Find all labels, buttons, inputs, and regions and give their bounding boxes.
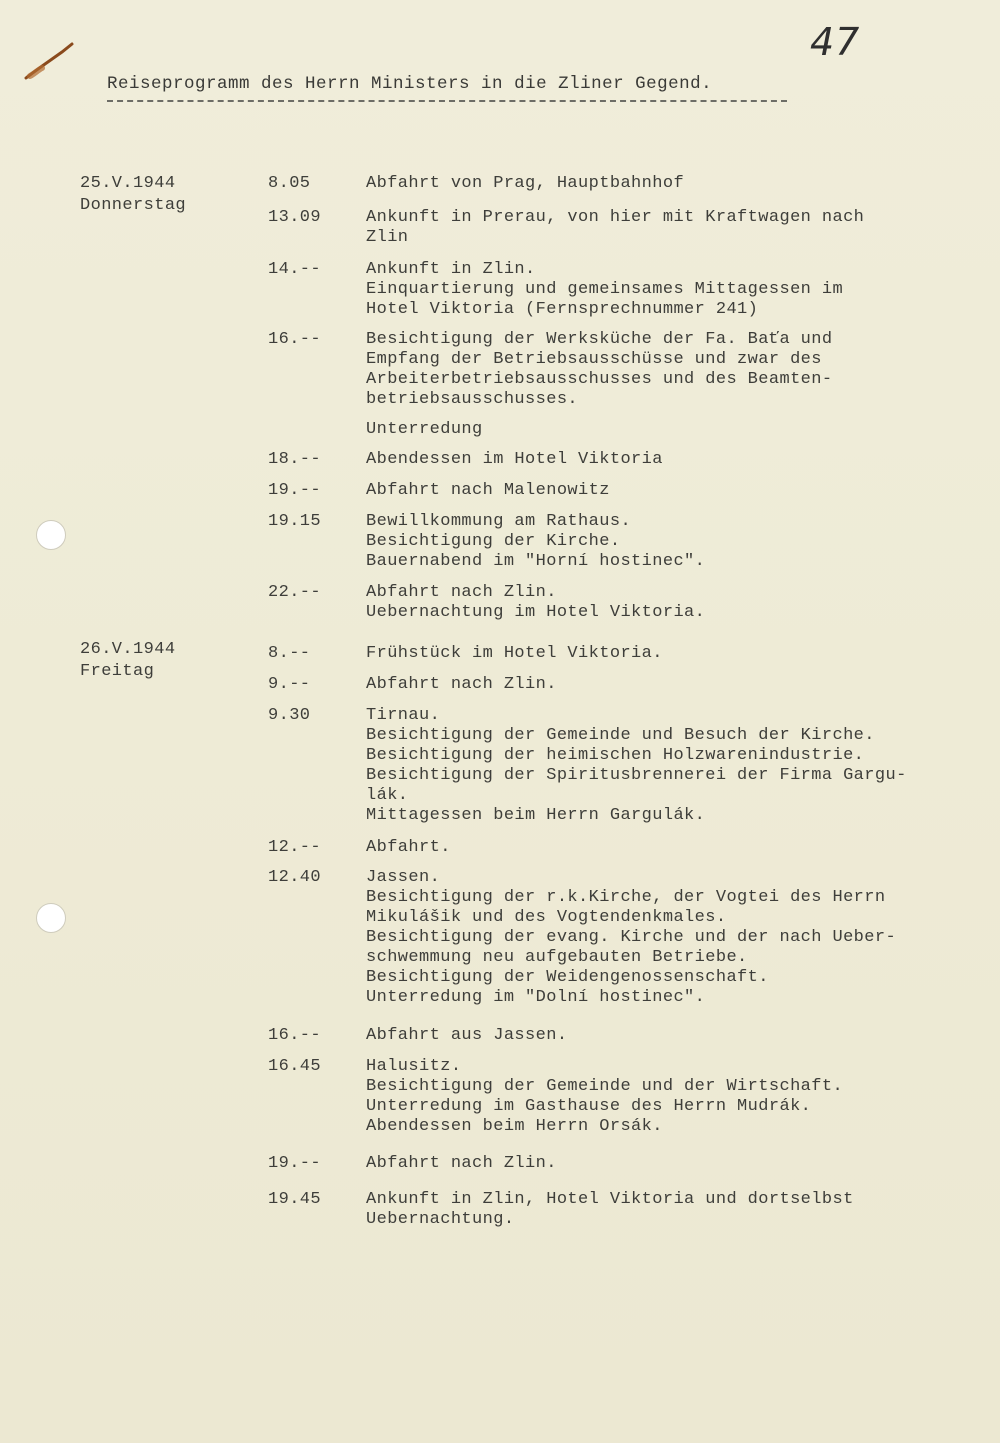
- entry-text-line: Jassen.: [366, 868, 441, 887]
- entry-time: 19.15: [268, 512, 322, 531]
- entry-text-line: Frühstück im Hotel Viktoria.: [366, 644, 663, 663]
- day-weekday: Freitag: [80, 662, 155, 681]
- entry-text-line: Unterredung im Gasthause des Herrn Mudrák.: [366, 1097, 812, 1116]
- entry-text-line: Uebernachtung im Hotel Viktoria.: [366, 603, 706, 622]
- day-date: 25.V.1944: [80, 174, 176, 193]
- entry-time: 9.--: [268, 675, 311, 694]
- entry-time: 12.--: [268, 838, 322, 857]
- entry-text-line: Besichtigung der Gemeinde und der Wirtschaft.: [366, 1077, 844, 1096]
- day-weekday: Donnerstag: [80, 196, 187, 215]
- entry-time: 18.--: [268, 450, 322, 469]
- entry-text-line: Abendessen im Hotel Viktoria: [366, 450, 663, 469]
- document-title: Reiseprogramm des Herrn Ministers in die Zliner Gegend.: [107, 74, 713, 94]
- entry-text-line: Besichtigung der Spiritusbrennerei der Firma Gargu-: [366, 766, 907, 785]
- entry-time: 19.--: [268, 1154, 322, 1173]
- entry-text-line: Besichtigung der Kirche.: [366, 532, 621, 551]
- entry-text-line: Besichtigung der Weidengenossenschaft.: [366, 968, 769, 987]
- entry-time: 16.--: [268, 1026, 322, 1045]
- entry-text-line: Zlin: [366, 228, 409, 247]
- entry-text-line: Tirnau.: [366, 706, 441, 725]
- entry-time: 8.05: [268, 174, 311, 193]
- entry-text-line: Mikulášik und des Vogtendenkmales.: [366, 908, 727, 927]
- entry-text-line: Hotel Viktoria (Fernsprechnummer 241): [366, 300, 759, 319]
- punch-hole: [36, 903, 66, 933]
- entry-text-line: Abfahrt nach Zlin.: [366, 1154, 557, 1173]
- entry-text-line: Abfahrt aus Jassen.: [366, 1026, 568, 1045]
- entry-text-line: Arbeiterbetriebsausschusses und des Beamten-: [366, 370, 833, 389]
- entry-text-line: Besichtigung der evang. Kirche und der nach Ueber-: [366, 928, 897, 947]
- entry-text-line: betriebsausschusses.: [366, 390, 579, 409]
- entry-text-line: Mittagessen beim Herrn Gargulák.: [366, 806, 706, 825]
- entry-text-line: Abfahrt nach Malenowitz: [366, 481, 610, 500]
- entry-text-line: Bewillkommung am Rathaus.: [366, 512, 632, 531]
- entry-text-line: Abfahrt von Prag, Hauptbahnhof: [366, 174, 685, 193]
- entry-text-line: Ankunft in Zlin.: [366, 260, 536, 279]
- entry-text-line: Halusitz.: [366, 1057, 462, 1076]
- entry-text-line: Besichtigung der Gemeinde und Besuch der Kirche.: [366, 726, 875, 745]
- entry-text-line: schwemmung neu aufgebauten Betriebe.: [366, 948, 748, 967]
- entry-text-line: Unterredung im "Dolní hostinec".: [366, 988, 706, 1007]
- entry-text-line: Einquartierung und gemeinsames Mittagessen im: [366, 280, 844, 299]
- entry-text-line: Abendessen beim Herrn Orsák.: [366, 1117, 663, 1136]
- entry-time: 16.45: [268, 1057, 322, 1076]
- entry-text-line: Abfahrt.: [366, 838, 451, 857]
- entry-time: 14.--: [268, 260, 322, 279]
- day-date: 26.V.1944: [80, 640, 176, 659]
- entry-text-line: Abfahrt nach Zlin.: [366, 675, 557, 694]
- entry-text-line: Besichtigung der r.k.Kirche, der Vogtei des Herrn: [366, 888, 886, 907]
- entry-text-line: Abfahrt nach Zlin.: [366, 583, 557, 602]
- entry-text-line: Ankunft in Zlin, Hotel Viktoria und dortselbst: [366, 1190, 854, 1209]
- entry-text-line: Bauernabend im "Horní hostinec".: [366, 552, 706, 571]
- entry-time: 13.09: [268, 208, 322, 227]
- entry-text-line: lák.: [366, 786, 409, 805]
- entry-text-line: Besichtigung der heimischen Holzwarenindustrie.: [366, 746, 865, 765]
- punch-hole: [36, 520, 66, 550]
- entry-text-line: Empfang der Betriebsausschüsse und zwar des: [366, 350, 822, 369]
- entry-time: 12.40: [268, 868, 322, 887]
- entry-text-line: Besichtigung der Werksküche der Fa. Baťa und: [366, 330, 833, 349]
- entry-time: 22.--: [268, 583, 322, 602]
- title-underline: [107, 100, 787, 102]
- entry-time: 16.--: [268, 330, 322, 349]
- entry-text-line: Unterredung: [366, 420, 483, 439]
- entry-time: 9.30: [268, 706, 311, 725]
- handwritten-page-number: 47: [810, 20, 861, 64]
- entry-text-line: Uebernachtung.: [366, 1210, 515, 1229]
- rust-stain-mark: [22, 40, 80, 84]
- entry-time: 8.--: [268, 644, 311, 663]
- entry-time: 19.--: [268, 481, 322, 500]
- entry-text-line: Ankunft in Prerau, von hier mit Kraftwagen nach: [366, 208, 865, 227]
- entry-time: 19.45: [268, 1190, 322, 1209]
